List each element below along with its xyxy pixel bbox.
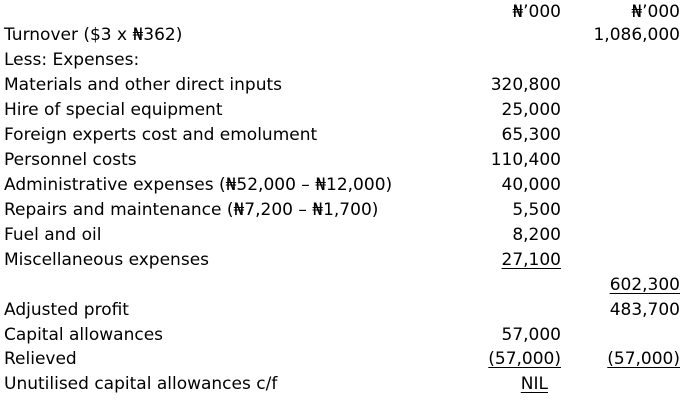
row-foreign-experts xyxy=(0,123,695,147)
row-turnover xyxy=(0,23,695,47)
row-label: Personnel costs xyxy=(4,150,137,170)
row-label: Capital allowances xyxy=(4,325,164,345)
column-header-1: ₦’000 xyxy=(512,2,561,22)
row-value-col1: 40,000 xyxy=(501,175,561,195)
row-personnel xyxy=(0,148,695,172)
row-administrative xyxy=(0,173,695,197)
row-label: Repairs and maintenance (₦7,200 – ₦1,700) xyxy=(4,200,379,220)
row-label: Less: Expenses: xyxy=(4,50,140,70)
row-repairs xyxy=(0,198,695,222)
row-fuel-oil xyxy=(0,223,695,247)
row-total-expenses xyxy=(0,273,695,297)
row-value-col1: 5,500 xyxy=(512,200,561,220)
row-label: Materials and other direct inputs xyxy=(4,75,282,95)
row-label: Miscellaneous expenses xyxy=(4,250,210,270)
row-unutilised-allowances xyxy=(0,372,695,396)
row-label: Turnover ($3 x ₦362) xyxy=(4,25,183,45)
row-value-col1: (57,000) xyxy=(488,349,561,369)
row-label: Administrative expenses (₦52,000 – ₦12,000) xyxy=(4,175,393,195)
row-relieved xyxy=(0,347,695,371)
row-miscellaneous xyxy=(0,248,695,272)
row-label: Hire of special equipment xyxy=(4,100,223,120)
column-header-2: ₦’000 xyxy=(631,2,680,22)
column-header-row xyxy=(0,0,695,24)
row-less-expenses xyxy=(0,48,695,72)
row-label: Fuel and oil xyxy=(4,225,102,245)
row-value-col2: 483,700 xyxy=(609,300,680,320)
row-value-col1: NIL xyxy=(520,374,548,394)
row-value-col1: 57,000 xyxy=(501,325,561,345)
row-value-col2: 1,086,000 xyxy=(593,25,680,45)
row-value-col2: (57,000) xyxy=(607,349,680,369)
row-label: Relieved xyxy=(4,349,77,369)
row-label: Adjusted profit xyxy=(4,300,129,320)
row-hire-equipment xyxy=(0,98,695,122)
row-adjusted-profit xyxy=(0,298,695,322)
row-value-col1: 27,100 xyxy=(501,250,561,270)
row-value-col2: 602,300 xyxy=(609,275,680,295)
row-label: Foreign experts cost and emolument xyxy=(4,125,318,145)
row-capital-allowances xyxy=(0,323,695,347)
row-value-col1: 110,400 xyxy=(490,150,561,170)
row-materials xyxy=(0,73,695,97)
row-value-col1: 8,200 xyxy=(512,225,561,245)
row-value-col1: 25,000 xyxy=(501,100,561,120)
row-value-col1: 320,800 xyxy=(490,75,561,95)
row-value-col1: 65,300 xyxy=(501,125,561,145)
row-label: Unutilised capital allowances c/f xyxy=(4,374,278,394)
